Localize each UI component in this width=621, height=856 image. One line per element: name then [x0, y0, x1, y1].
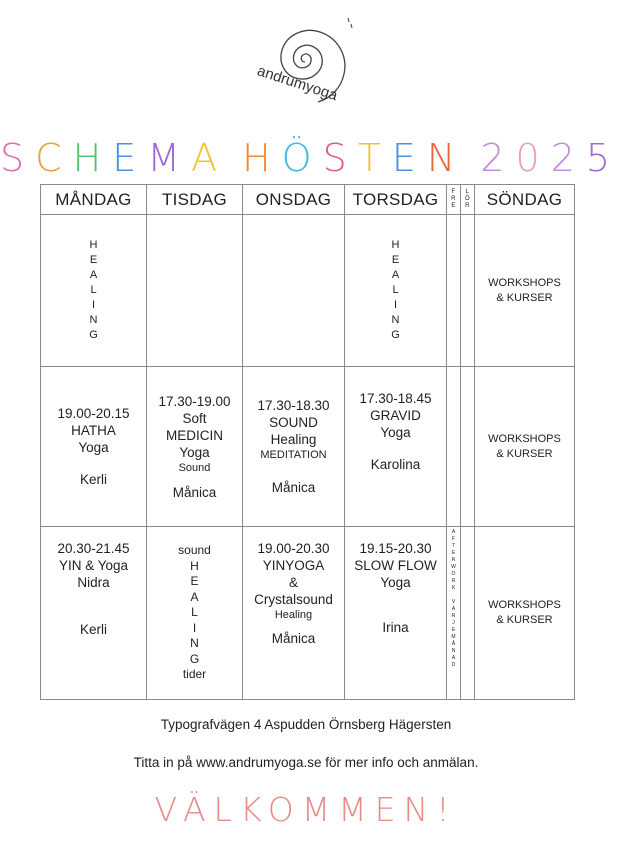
info-text: Titta in på www.andrumyoga.se för mer info och anmälan.: [133, 755, 479, 770]
class-time: 19.15-20.30: [359, 541, 432, 556]
title-letter: 5: [585, 136, 621, 180]
schedule-row-2: [41, 367, 575, 527]
sound-label: sound: [178, 543, 211, 558]
class-name: YIN & Yoga: [58, 558, 129, 573]
vertical-letter: R: [451, 578, 456, 584]
workshops-label: WORKSHOPS: [488, 599, 561, 611]
cell-monday-healing: [41, 215, 147, 367]
vertical-letter: R: [451, 613, 456, 619]
title-letter: H: [72, 136, 113, 180]
teacher-name: Månica: [271, 480, 316, 495]
cell-tuesday-sound-healing: [147, 527, 243, 700]
vertical-letter: O: [451, 571, 456, 577]
vertical-letter: N: [451, 648, 456, 654]
vertical-letter: N: [89, 314, 98, 326]
vertical-letter: G: [391, 329, 400, 341]
title-letter: Ö: [281, 136, 323, 180]
class-name: HATHA: [71, 423, 116, 438]
vertical-letter: E: [451, 627, 456, 633]
welcome-text: VÄLKOMMEN!: [154, 790, 458, 829]
teacher-name: Månica: [271, 631, 316, 646]
header-saturday-letter: R: [465, 203, 470, 209]
workshops-label: WORKSHOPS: [488, 276, 561, 289]
cell-friday-afterwork: [447, 527, 461, 700]
cell-saturday-empty: [461, 527, 475, 700]
cell-tuesday-medicin: [147, 367, 243, 527]
header-tuesday: TISDAG: [147, 185, 243, 215]
class-time: 20.30-21.45: [57, 541, 130, 556]
vertical-letter: E: [190, 574, 199, 589]
vertical-letter: D: [451, 662, 456, 668]
vertical-letter: A: [190, 589, 199, 604]
vertical-letter: E: [391, 254, 400, 266]
cell-sunday-workshops: [475, 527, 575, 700]
cell-thursday-slowflow: [345, 527, 447, 700]
address-text: Typografvägen 4 Aspudden Örnsberg Hägersten: [160, 717, 452, 732]
cell-friday-empty: [447, 215, 461, 367]
vertical-letter: N: [190, 636, 199, 651]
vertical-letter: N: [391, 314, 400, 326]
cell-wednesday-yinyoga: [243, 527, 345, 700]
vertical-letter: K: [451, 585, 456, 591]
header-row: [41, 185, 575, 215]
vertical-letter: I: [91, 299, 96, 311]
workshops-label: WORKSHOPS: [488, 432, 561, 445]
class-type: Nidra: [77, 575, 110, 590]
cell-monday-yin: [41, 527, 147, 700]
class-name: YINYOGA: [262, 558, 325, 573]
vertical-letter: H: [190, 558, 199, 573]
class-name: MEDICIN: [166, 427, 223, 443]
vertical-letter: L: [191, 605, 198, 620]
tider-label: tider: [182, 667, 207, 682]
vertical-letter: A: [391, 269, 400, 281]
cell-sunday-workshops: [475, 215, 575, 367]
class-type: Yoga: [380, 575, 411, 590]
vertical-letter: M: [451, 634, 456, 640]
header-saturday: [461, 185, 475, 215]
cell-thursday-healing: [345, 215, 447, 367]
vertical-letter: R: [451, 557, 456, 563]
vertical-letter: H: [391, 239, 400, 251]
header-saturday-letter: L: [465, 189, 470, 195]
page-title: [0, 136, 621, 180]
schedule-table: [40, 184, 575, 700]
title-letter: [228, 136, 242, 180]
title-letter: A: [191, 136, 229, 180]
vertical-letter: G: [189, 651, 200, 666]
title-letter: [466, 136, 480, 180]
header-sunday: SÖNDAG: [475, 185, 575, 215]
vertical-letter: V: [451, 599, 456, 605]
logo-text: andrumyoga: [255, 62, 340, 105]
schedule-row-3: [41, 527, 575, 700]
cell-wednesday-sound: [243, 367, 345, 527]
title-letter: E: [391, 136, 427, 180]
vertical-letter: A: [451, 606, 456, 612]
title-letter: T: [357, 136, 392, 180]
vertical-letter: [453, 592, 454, 599]
header-friday-letter: E: [451, 203, 456, 209]
class-name: GRAVID: [370, 408, 421, 423]
title-letter: H: [242, 136, 282, 180]
class-type: Yoga: [78, 440, 109, 455]
class-type: Yoga: [179, 444, 210, 460]
class-time: 17.30-19.00: [158, 393, 231, 409]
teacher-name: Karolina: [370, 457, 421, 472]
vertical-letter: A: [451, 529, 456, 535]
spiral-icon: [245, 10, 370, 110]
logo: [245, 10, 370, 110]
class-name: SOUND: [269, 415, 318, 430]
class-type: Healing: [270, 432, 317, 447]
vertical-letter: J: [452, 620, 455, 626]
class-type: Crystalsound: [254, 592, 333, 607]
teacher-name: Kerli: [79, 622, 107, 637]
teacher-name: Kerli: [79, 472, 107, 487]
teacher-name: Irina: [382, 620, 409, 635]
title-letter: C: [35, 136, 73, 180]
vertical-letter: E: [451, 550, 456, 556]
title-letter: 2: [550, 136, 586, 180]
vertical-letter: L: [392, 284, 399, 296]
cell-thursday-gravid: [345, 367, 447, 527]
cell-wednesday-empty: [243, 215, 345, 367]
vertical-letter: T: [451, 543, 456, 549]
class-name: Soft: [182, 410, 207, 426]
header-friday: [447, 185, 461, 215]
vertical-letter: L: [90, 284, 97, 296]
kurser-label: & KURSER: [496, 447, 553, 460]
header-friday-letter: F: [451, 189, 456, 195]
header-wednesday: ONSDAG: [243, 185, 345, 215]
cell-saturday-empty: [461, 367, 475, 527]
class-subtitle: MEDITATION: [260, 449, 327, 461]
class-time: 19.00-20.30: [257, 541, 330, 556]
title-letter: 2: [480, 136, 516, 180]
vertical-letter: I: [192, 620, 197, 635]
header-thursday: TORSDAG: [345, 185, 447, 215]
vertical-letter: A: [451, 655, 456, 661]
vertical-letter: G: [89, 329, 98, 341]
cell-sunday-workshops: [475, 367, 575, 527]
kurser-label: & KURSER: [496, 291, 553, 304]
vertical-letter: E: [89, 254, 98, 266]
title-letter: S: [0, 136, 36, 180]
vertical-letter: Å: [451, 641, 456, 647]
class-subtitle: Healing: [274, 609, 313, 621]
cell-saturday-empty: [461, 215, 475, 367]
cell-tuesday-empty: [147, 215, 243, 367]
header-friday-letter: R: [451, 196, 456, 202]
class-name: &: [288, 575, 298, 590]
title-letter: M: [147, 136, 192, 180]
title-letter: 0: [515, 136, 551, 180]
class-time: 19.00-20.15: [57, 406, 130, 421]
kurser-label: & KURSER: [496, 614, 553, 626]
title-letter: E: [112, 136, 148, 180]
schedule-row-1: [41, 215, 575, 367]
header-saturday-letter: Ö: [465, 196, 470, 202]
title-letter: S: [322, 136, 358, 180]
class-name: SLOW FLOW: [354, 558, 437, 573]
title-letter: N: [426, 136, 467, 180]
vertical-letter: A: [89, 269, 98, 281]
vertical-letter: W: [451, 564, 456, 570]
class-time: 17.30-18.30: [257, 398, 330, 413]
teacher-name: Månica: [172, 484, 217, 500]
vertical-letter: H: [89, 239, 98, 251]
class-subtitle: Sound: [178, 461, 211, 474]
cell-monday-hatha: [41, 367, 147, 527]
class-time: 17.30-18.45: [359, 391, 432, 406]
class-type: Yoga: [380, 425, 411, 440]
header-monday: MÅNDAG: [41, 185, 147, 215]
vertical-letter: I: [393, 299, 398, 311]
cell-friday-empty: [447, 367, 461, 527]
vertical-letter: F: [451, 536, 456, 542]
